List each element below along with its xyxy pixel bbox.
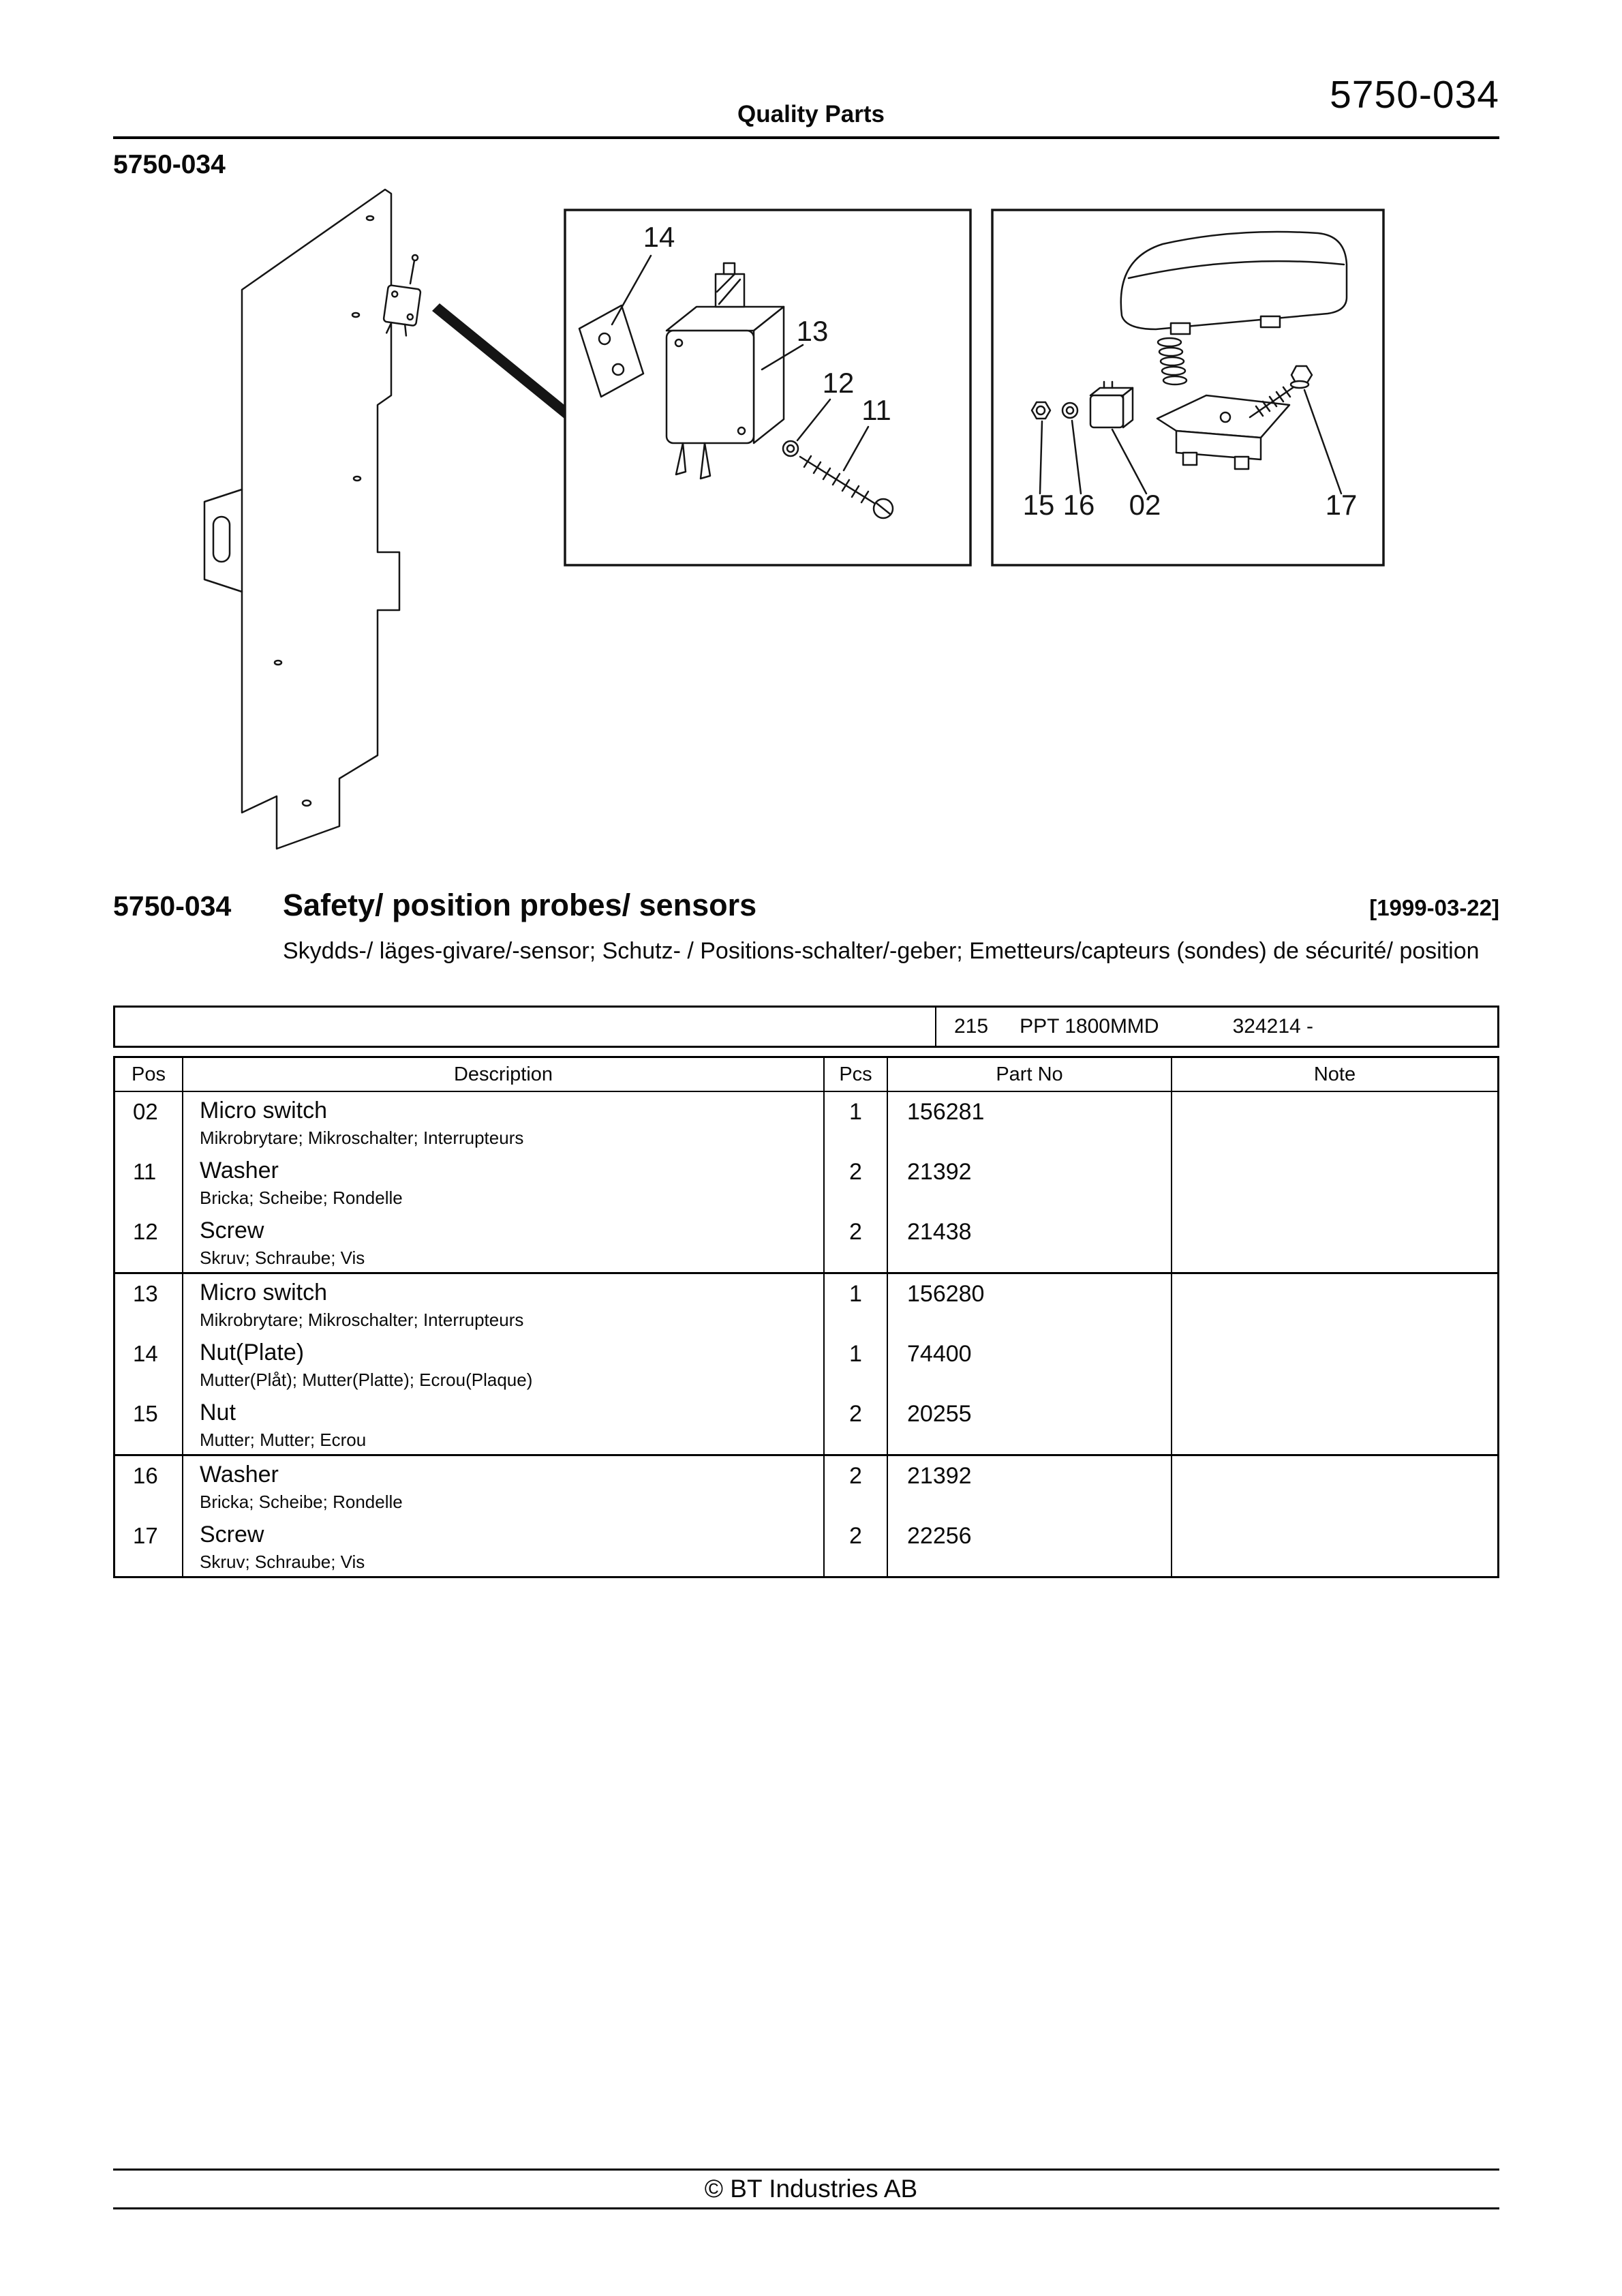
table-row bbox=[115, 1152, 1497, 1212]
model-name: PPT 1800MMD bbox=[1020, 1015, 1159, 1038]
callout-13: 13 bbox=[796, 315, 829, 347]
row-part-no: 21392 bbox=[888, 1152, 1172, 1212]
row-note bbox=[1172, 1394, 1497, 1454]
table-row bbox=[115, 1456, 1497, 1516]
row-description bbox=[183, 1394, 825, 1454]
row-part-no: 74400 bbox=[888, 1334, 1172, 1394]
zoom-leader-wedge bbox=[432, 303, 568, 421]
description-main: Micro switch bbox=[200, 1280, 328, 1305]
row-pos: 15 bbox=[115, 1394, 183, 1454]
description-main: Washer bbox=[200, 1462, 279, 1487]
row-pos: 02 bbox=[115, 1092, 183, 1152]
row-part-no: 22256 bbox=[888, 1516, 1172, 1576]
table-group bbox=[115, 1092, 1497, 1272]
footer-rule-top bbox=[113, 2169, 1499, 2171]
row-note bbox=[1172, 1274, 1497, 1334]
detail-box-sensor-assembly bbox=[992, 210, 1383, 565]
table-group bbox=[115, 1454, 1497, 1576]
row-part-no: 156281 bbox=[888, 1092, 1172, 1152]
table-row bbox=[115, 1516, 1497, 1576]
footer-rule-bottom bbox=[113, 2207, 1499, 2209]
section-heading bbox=[113, 888, 1499, 923]
row-pcs: 2 bbox=[825, 1212, 888, 1272]
row-description bbox=[183, 1274, 825, 1334]
header-note: Note bbox=[1313, 1063, 1356, 1085]
row-description bbox=[183, 1152, 825, 1212]
row-pos: 14 bbox=[115, 1334, 183, 1394]
table-row bbox=[115, 1394, 1497, 1454]
description-alt: Mikrobrytare; Mikroschalter; Interrupteurs bbox=[200, 1128, 524, 1148]
description-alt: Skruv; Schraube; Vis bbox=[200, 1552, 365, 1572]
callout-15: 15 bbox=[1022, 489, 1055, 521]
callout-14: 14 bbox=[643, 221, 675, 253]
description-main: Micro switch bbox=[200, 1098, 328, 1123]
row-pos: 17 bbox=[115, 1516, 183, 1576]
header-pcs: Pcs bbox=[825, 1058, 888, 1091]
plate-slot bbox=[213, 517, 230, 562]
row-note bbox=[1172, 1334, 1497, 1394]
row-part-no: 20255 bbox=[888, 1394, 1172, 1454]
callout-11: 11 bbox=[861, 394, 891, 426]
description-main: Washer bbox=[200, 1158, 279, 1183]
row-pcs: 2 bbox=[825, 1516, 888, 1576]
row-pcs: 1 bbox=[825, 1274, 888, 1334]
model-box-spacer bbox=[115, 1008, 936, 1046]
callout-17: 17 bbox=[1325, 489, 1358, 521]
row-pos: 12 bbox=[115, 1212, 183, 1272]
description-main: Nut bbox=[200, 1400, 236, 1425]
mounting-plate-drawing bbox=[204, 190, 399, 849]
table-row bbox=[115, 1212, 1497, 1272]
row-pos: 16 bbox=[115, 1456, 183, 1516]
header-pos: Pos bbox=[115, 1058, 183, 1091]
header-part-no: Part No bbox=[888, 1058, 1172, 1091]
row-note bbox=[1172, 1212, 1497, 1272]
description-alt: Mutter; Mutter; Ecrou bbox=[200, 1430, 367, 1450]
model-box-info bbox=[936, 1008, 1497, 1046]
callout-12: 12 bbox=[822, 367, 855, 399]
model-code: 215 bbox=[954, 1015, 989, 1038]
row-description bbox=[183, 1092, 825, 1152]
parts-table bbox=[113, 1056, 1499, 1578]
header-rule bbox=[113, 136, 1499, 139]
model-box bbox=[113, 1006, 1499, 1048]
row-note bbox=[1172, 1092, 1497, 1152]
callout-16: 16 bbox=[1062, 489, 1095, 521]
washer-part bbox=[783, 441, 798, 456]
switch-pin-head bbox=[412, 255, 418, 260]
table-row bbox=[115, 1274, 1497, 1334]
table-row bbox=[115, 1334, 1497, 1394]
page-header-doc-number: 5750-034 bbox=[1330, 73, 1499, 117]
section-title: Safety/ position probes/ sensors bbox=[283, 888, 757, 922]
table-row bbox=[115, 1092, 1497, 1152]
row-pcs: 2 bbox=[825, 1152, 888, 1212]
row-part-no: 21392 bbox=[888, 1456, 1172, 1516]
section-number: 5750-034 bbox=[113, 890, 232, 922]
nut-part bbox=[1032, 402, 1050, 419]
table-group bbox=[115, 1272, 1497, 1454]
row-pcs: 1 bbox=[825, 1092, 888, 1152]
row-note bbox=[1172, 1516, 1497, 1576]
exploded-view-diagram bbox=[102, 170, 1411, 873]
model-serial: 324214 - bbox=[1232, 1015, 1314, 1038]
row-description bbox=[183, 1212, 825, 1272]
callout-02: 02 bbox=[1129, 489, 1161, 521]
section-date: [1999-03-22] bbox=[1369, 895, 1499, 920]
switch-on-plate bbox=[382, 285, 420, 337]
description-alt: Skruv; Schraube; Vis bbox=[200, 1248, 365, 1268]
section-subtitle: Skydds-/ läges-givare/-sensor; Schutz- / Positions-schalter/-geber; Emetteurs/capteurs (sondes) de sécurité/ position bbox=[283, 938, 1480, 964]
row-pcs: 1 bbox=[825, 1334, 888, 1394]
footer-text: © BT Industries AB bbox=[704, 2175, 918, 2203]
header-description: Description bbox=[183, 1058, 825, 1091]
row-description bbox=[183, 1516, 825, 1576]
row-description bbox=[183, 1334, 825, 1394]
description-main: Nut(Plate) bbox=[200, 1340, 305, 1365]
detail-box-switch bbox=[565, 210, 970, 565]
description-alt: Bricka; Scheibe; Rondelle bbox=[200, 1188, 403, 1208]
description-alt: Mutter(Plåt); Mutter(Platte); Ecrou(Plaque) bbox=[200, 1370, 533, 1390]
row-part-no: 156280 bbox=[888, 1274, 1172, 1334]
row-note bbox=[1172, 1152, 1497, 1212]
description-main: Screw bbox=[200, 1218, 264, 1243]
row-pos: 11 bbox=[115, 1152, 183, 1212]
description-main: Screw bbox=[200, 1522, 264, 1547]
description-alt: Bricka; Scheibe; Rondelle bbox=[200, 1492, 403, 1512]
row-pcs: 2 bbox=[825, 1394, 888, 1454]
row-part-no: 21438 bbox=[888, 1212, 1172, 1272]
row-pcs: 2 bbox=[825, 1456, 888, 1516]
row-pos: 13 bbox=[115, 1274, 183, 1334]
row-note bbox=[1172, 1456, 1497, 1516]
description-alt: Mikrobrytare; Mikroschalter; Interrupteurs bbox=[200, 1310, 524, 1330]
doc-number-left: 5750-034 bbox=[113, 150, 226, 179]
washer-part-2 bbox=[1062, 403, 1077, 418]
page-header-title: Quality Parts bbox=[737, 101, 885, 127]
parts-table-header bbox=[115, 1058, 1497, 1092]
row-description bbox=[183, 1456, 825, 1516]
switch-pin bbox=[410, 260, 414, 284]
